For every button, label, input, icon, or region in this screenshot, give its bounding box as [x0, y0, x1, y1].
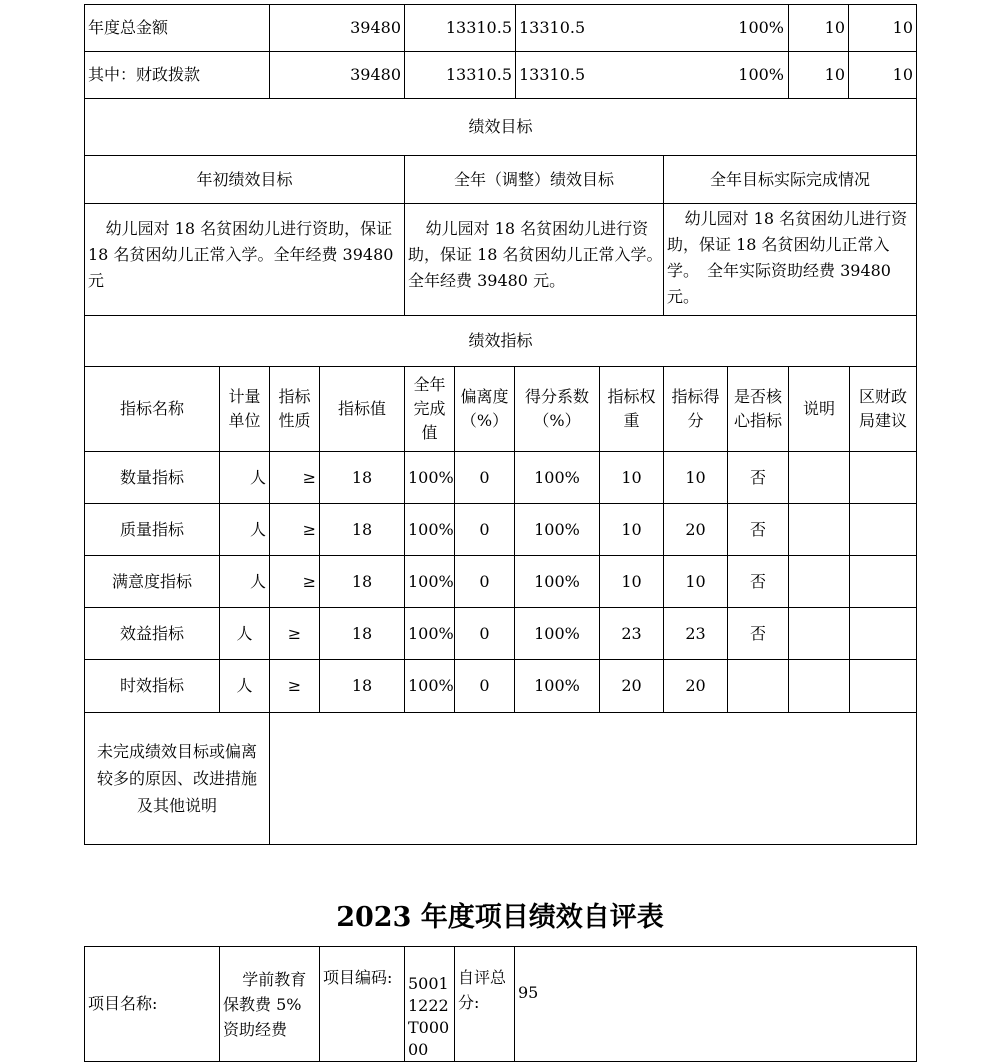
budget-score: 10: [849, 5, 917, 52]
indicator-deviation: 0: [455, 608, 515, 660]
budget-weight: 10: [789, 52, 849, 99]
indicator-nature: ≥: [270, 556, 320, 608]
indicator-weight: 10: [600, 556, 664, 608]
indicator-bureau: [850, 452, 917, 504]
goal-header-actual: 全年目标实际完成情况: [664, 156, 917, 204]
budget-annual: 39480: [270, 5, 405, 52]
goal-text-initial: 幼儿园对 18 名贫困幼儿进行资助，保证 18 名贫困幼儿正常入学。全年经费 39480 元: [85, 204, 405, 316]
indicator-notes: [789, 452, 850, 504]
indicator-notes: [789, 660, 850, 713]
indicator-name: 数量指标: [85, 452, 220, 504]
goal-header-initial: 年初绩效目标: [85, 156, 405, 204]
goal-header-adjusted: 全年（调整）绩效目标: [405, 156, 664, 204]
indicator-core: 否: [728, 504, 789, 556]
col-header-weight: 指标权重: [600, 367, 664, 452]
indicator-score: 20: [664, 504, 728, 556]
indicator-coefficient: 100%: [515, 452, 600, 504]
budget-row-fiscal: [85, 52, 917, 99]
goal-text-adjusted: 幼儿园对 18 名贫困幼儿进行资助，保证 18 名贫困幼儿正常入学。 全年经费 39480 元。: [405, 204, 664, 316]
indicator-coefficient: 100%: [515, 504, 600, 556]
indicators-section-title: 绩效指标: [85, 316, 917, 367]
indicator-deviation: 0: [455, 452, 515, 504]
indicator-nature: ≥: [270, 660, 320, 713]
budget-executed-rate-cell: [516, 5, 789, 52]
indicator-deviation: 0: [455, 556, 515, 608]
indicator-score: 23: [664, 608, 728, 660]
col-header-unit: 计量单位: [220, 367, 270, 452]
table-row: [85, 452, 917, 504]
indicator-score: 20: [664, 660, 728, 713]
goal-text-actual: 幼儿园对 18 名贫困幼儿进行资助，保证 18 名贫困幼儿正常入学。 全年实际资助经费 39480 元。: [664, 204, 917, 316]
table-row: [85, 608, 917, 660]
budget-label: 年度总金额: [85, 5, 270, 52]
indicator-core: [728, 660, 789, 713]
self-score-value: 95: [515, 947, 917, 1062]
budget-annual: 39480: [270, 52, 405, 99]
budget-rate: 100%: [738, 65, 785, 84]
indicator-coefficient: 100%: [515, 660, 600, 713]
indicator-name: 质量指标: [85, 504, 220, 556]
col-header-name: 指标名称: [85, 367, 220, 452]
budget-adjusted: 13310.5: [405, 52, 516, 99]
indicator-score: 10: [664, 556, 728, 608]
indicator-coefficient: 100%: [515, 556, 600, 608]
indicator-name: 效益指标: [85, 608, 220, 660]
indicator-bureau: [850, 556, 917, 608]
indicator-core: 否: [728, 452, 789, 504]
indicator-value: 18: [320, 660, 405, 713]
indicator-deviation: 0: [455, 504, 515, 556]
indicator-unit: 人: [220, 660, 270, 713]
budget-executed: 13310.5: [519, 65, 586, 84]
indicator-value: 18: [320, 504, 405, 556]
indicator-value: 18: [320, 608, 405, 660]
indicator-core: 否: [728, 556, 789, 608]
table-row: [85, 660, 917, 713]
col-header-core: 是否核心指标: [728, 367, 789, 452]
indicator-unit: 人: [220, 452, 270, 504]
indicator-bureau: [850, 504, 917, 556]
col-header-notes: 说明: [789, 367, 850, 452]
remarks-content: [270, 713, 917, 845]
budget-rate: 100%: [738, 18, 785, 37]
indicator-weight: 20: [600, 660, 664, 713]
indicator-notes: [789, 504, 850, 556]
project-name-value: 学前教育保教费 5%资助经费: [220, 947, 320, 1062]
indicator-deviation: 0: [455, 660, 515, 713]
indicator-bureau: [850, 608, 917, 660]
goals-section-title: 绩效目标: [85, 99, 917, 156]
budget-score: 10: [849, 52, 917, 99]
project-code-value: 50011222T00000: [405, 947, 455, 1062]
indicator-unit: 人: [220, 608, 270, 660]
indicator-done: 100%: [405, 608, 455, 660]
indicator-notes: [789, 556, 850, 608]
col-header-coefficient: 得分系数（%）: [515, 367, 600, 452]
indicator-done: 100%: [405, 504, 455, 556]
table-row: [85, 556, 917, 608]
indicator-weight: 10: [600, 504, 664, 556]
indicator-nature: ≥: [270, 608, 320, 660]
indicator-value: 18: [320, 556, 405, 608]
indicator-value: 18: [320, 452, 405, 504]
col-header-deviation: 偏离度（%）: [455, 367, 515, 452]
indicator-bureau: [850, 660, 917, 713]
col-header-value: 指标值: [320, 367, 405, 452]
indicator-score: 10: [664, 452, 728, 504]
budget-goals-table: [84, 4, 917, 367]
project-name-label: 项目名称:: [85, 947, 220, 1062]
indicator-name: 满意度指标: [85, 556, 220, 608]
budget-weight: 10: [789, 5, 849, 52]
indicator-nature: ≥: [270, 504, 320, 556]
budget-adjusted: 13310.5: [405, 5, 516, 52]
budget-label: 其中：财政拨款: [85, 52, 270, 99]
col-header-score: 指标得分: [664, 367, 728, 452]
page-title: 2023 年度项目绩效自评表: [336, 902, 664, 933]
project-info-table: [84, 946, 917, 1062]
indicators-header-row: [85, 367, 917, 452]
indicator-weight: 23: [600, 608, 664, 660]
budget-executed: 13310.5: [519, 18, 586, 37]
indicator-name: 时效指标: [85, 660, 220, 713]
indicator-nature: ≥: [270, 452, 320, 504]
self-score-label: 自评总分:: [455, 947, 515, 1062]
col-header-done: 全年完成值: [405, 367, 455, 452]
budget-executed-rate-cell: [516, 52, 789, 99]
indicator-done: 100%: [405, 660, 455, 713]
remarks-row: [85, 713, 917, 845]
col-header-nature: 指标性质: [270, 367, 320, 452]
indicator-core: 否: [728, 608, 789, 660]
col-header-bureau: 区财政局建议: [850, 367, 917, 452]
indicators-table: [84, 366, 917, 845]
indicator-unit: 人: [220, 556, 270, 608]
budget-row-total: [85, 5, 917, 52]
project-code-label: 项目编码:: [320, 947, 405, 1062]
indicator-done: 100%: [405, 556, 455, 608]
table-row: [85, 504, 917, 556]
remarks-label: 未完成绩效目标或偏离较多的原因、改进措施及其他说明: [85, 713, 270, 845]
indicator-notes: [789, 608, 850, 660]
indicator-weight: 10: [600, 452, 664, 504]
indicator-done: 100%: [405, 452, 455, 504]
indicator-unit: 人: [220, 504, 270, 556]
indicator-coefficient: 100%: [515, 608, 600, 660]
